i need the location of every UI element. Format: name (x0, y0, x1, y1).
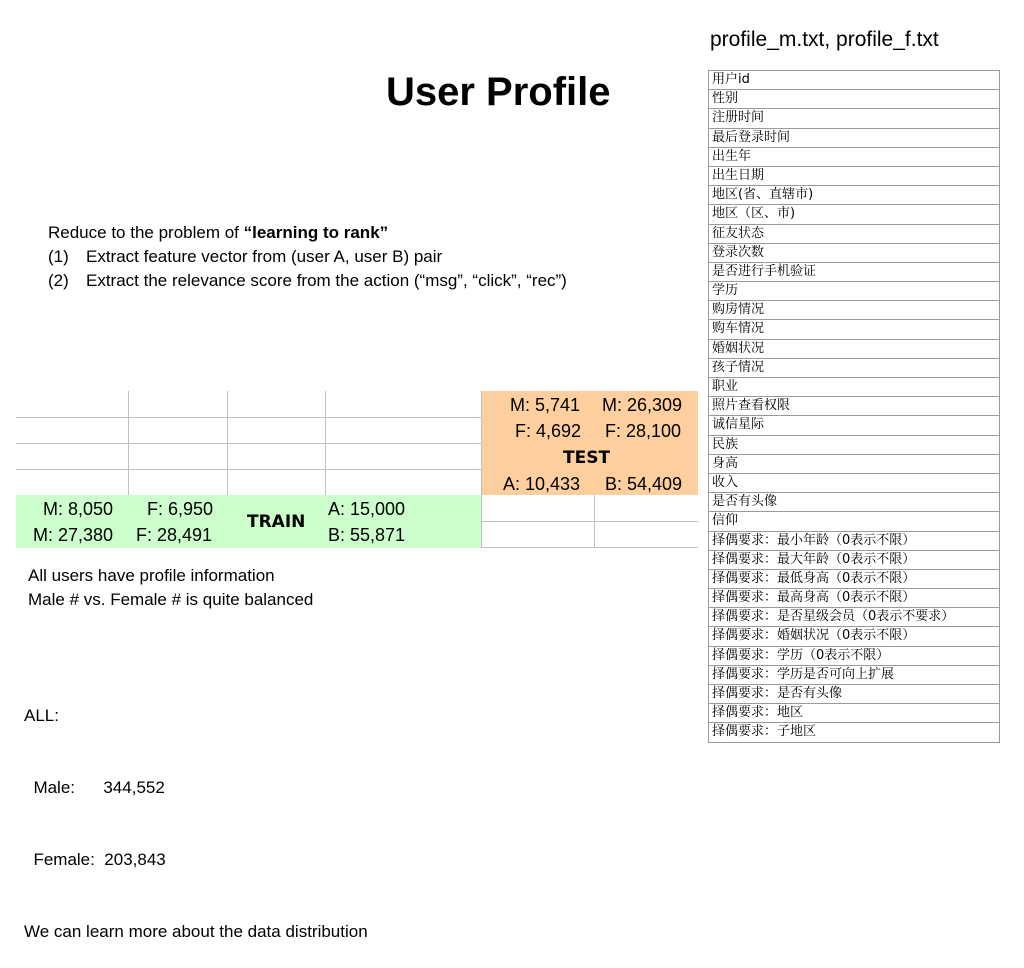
profile-field-row: 职业 (709, 378, 999, 397)
profile-field-row: 择偶要求：最小年龄（0表示不限） (709, 532, 999, 551)
profile-field-row: 出生年 (709, 148, 999, 167)
profile-field-row: 用户id (709, 71, 999, 90)
profile-field-row: 身高 (709, 455, 999, 474)
profile-field-row: 最后登录时间 (709, 129, 999, 148)
grid-line (481, 521, 698, 522)
profile-field-row: 购房情况 (709, 301, 999, 320)
all-female-count: Female: 203,843 (24, 850, 166, 869)
profile-field-row: 照片查看权限 (709, 397, 999, 416)
grid-line (16, 469, 481, 470)
profile-field-row: 出生日期 (709, 167, 999, 186)
profile-field-row: 购车情况 (709, 320, 999, 339)
train-male-a: M: 8,050 (43, 499, 114, 519)
profile-field-row: 学历 (709, 282, 999, 301)
profile-field-row: 收入 (709, 474, 999, 493)
test-female-b: F: 28,100 (605, 421, 682, 441)
profile-field-row: 性别 (709, 90, 999, 109)
profile-field-row: 择偶要求：子地区 (709, 723, 999, 742)
intro-item-1 (48, 245, 567, 269)
profile-notes (28, 564, 313, 612)
train-male-b: M: 27,380 (33, 525, 114, 545)
grid-line (16, 443, 481, 444)
profile-field-row: 择偶要求：最高身高（0表示不限） (709, 589, 999, 608)
page-title: User Profile (386, 70, 611, 114)
grid-line (16, 417, 481, 418)
profile-field-row: 择偶要求：地区 (709, 704, 999, 723)
intro-item-2 (48, 269, 567, 293)
all-male-count: Male: 344,552 (24, 778, 165, 797)
profile-field-row: 登录次数 (709, 244, 999, 263)
train-b-count: B: 55,871 (328, 525, 406, 545)
profile-field-row: 择偶要求：最低身高（0表示不限） (709, 570, 999, 589)
item-text: Extract the relevance score from the action (“msg”, “click”, “rec”) (86, 271, 567, 290)
intro-block (48, 221, 567, 293)
train-a-count: A: 15,000 (328, 499, 406, 519)
profile-field-list (708, 70, 1000, 743)
profile-field-row: 婚姻状况 (709, 340, 999, 359)
profile-field-row: 择偶要求：是否星级会员（0表示不要求） (709, 608, 999, 627)
test-female-a: F: 4,692 (515, 421, 582, 441)
profile-field-row: 地区(省、直辖市) (709, 186, 999, 205)
intro-line (48, 221, 567, 245)
profile-field-row: 孩子情况 (709, 359, 999, 378)
test-b-count: B: 54,409 (605, 474, 683, 494)
test-male-b: M: 26,309 (602, 395, 683, 415)
summary-footer: We can learn more about the data distribution (24, 922, 368, 941)
note-line: All users have profile information (28, 566, 275, 585)
all-users-summary (24, 656, 368, 968)
profile-field-row: 择偶要求：最大年龄（0表示不限） (709, 551, 999, 570)
profile-field-row: 是否进行手机验证 (709, 263, 999, 282)
note-line: Male # vs. Female # is quite balanced (28, 590, 314, 609)
train-female-a: F: 6,950 (147, 499, 214, 519)
profile-field-row: 民族 (709, 436, 999, 455)
learning-to-rank-text: “learning to rank” (243, 223, 389, 242)
intro-prefix: Reduce to the problem of (48, 223, 244, 242)
grid-line (481, 547, 698, 548)
item-number: (1) (48, 247, 69, 266)
profile-field-row: 地区（区、市) (709, 205, 999, 224)
profile-field-row: 择偶要求：学历（0表示不限） (709, 647, 999, 666)
profile-field-row: 是否有头像 (709, 493, 999, 512)
train-label: TRAIN (247, 512, 306, 532)
profile-files-label: profile_m.txt, profile_f.txt (710, 28, 939, 51)
all-heading: ALL: (24, 706, 59, 725)
train-test-table (16, 391, 698, 548)
item-text: Extract feature vector from (user A, user B) pair (86, 247, 443, 266)
item-number: (2) (48, 271, 69, 290)
profile-field-row: 择偶要求：学历是否可向上扩展 (709, 666, 999, 685)
grid-line (481, 391, 482, 548)
profile-field-row: 择偶要求：是否有头像 (709, 685, 999, 704)
test-a-count: A: 10,433 (503, 474, 581, 494)
profile-field-row: 信仰 (709, 512, 999, 531)
profile-field-row: 择偶要求：婚姻状况（0表示不限） (709, 627, 999, 646)
train-female-b: F: 28,491 (136, 525, 213, 545)
profile-field-row: 诚信星际 (709, 416, 999, 435)
test-label: TEST (563, 448, 611, 468)
test-male-a: M: 5,741 (510, 395, 581, 415)
profile-field-row: 注册时间 (709, 109, 999, 128)
profile-field-row: 征友状态 (709, 225, 999, 244)
